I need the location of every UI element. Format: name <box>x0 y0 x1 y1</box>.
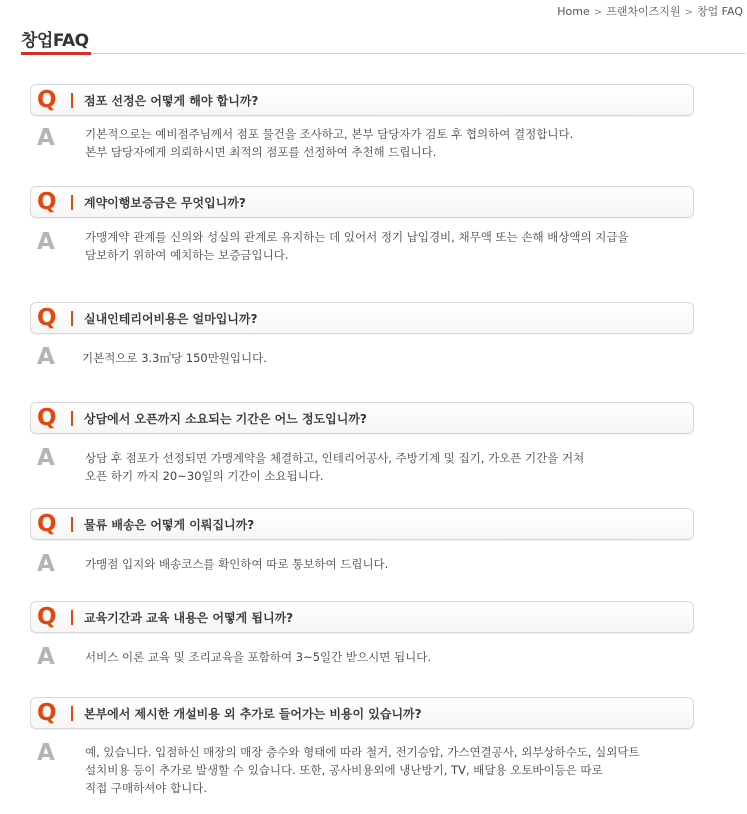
answer-text <box>85 648 705 666</box>
breadcrumb-current: 창업 FAQ <box>696 5 743 18</box>
answer-text <box>85 555 705 573</box>
answer-line: 기본적으로 3.3㎡당 150만원입니다. <box>82 351 267 365</box>
answer-a-icon: A <box>37 445 55 471</box>
question-divider <box>71 706 73 721</box>
question-divider <box>71 517 73 532</box>
answer-line: 서비스 이론 교육 및 조리교육을 포함하여 3~5일간 받으시면 됩니다. <box>85 650 431 664</box>
question-q-icon: Q <box>37 405 57 431</box>
question-text: 계약이행보증금은 무엇입니까? <box>84 196 246 210</box>
question-q-icon: Q <box>37 87 57 113</box>
question-q-icon: Q <box>37 305 57 331</box>
breadcrumb <box>557 3 743 19</box>
question-box[interactable] <box>30 508 694 540</box>
answer-line: 담보하기 위하여 예치하는 보증금입니다. <box>85 248 289 262</box>
question-text: 물류 배송은 어떻게 이뤄집니까? <box>84 518 255 532</box>
answer-line: 기본적으로는 예비점주님께서 점포 물건을 조사하고, 본부 담당자가 검토 후 협의하여 결정합니다. <box>85 127 574 141</box>
question-divider <box>71 93 73 108</box>
answer-a-icon: A <box>37 344 55 370</box>
question-box[interactable] <box>30 601 694 633</box>
question-divider <box>71 311 73 326</box>
page-title: 창업FAQ <box>21 31 89 51</box>
title-accent-bar <box>21 52 91 55</box>
answer-line: 가맹점 입지와 배송코스를 확인하여 따로 통보하여 드립니다. <box>85 557 389 571</box>
question-text: 교육기간과 교육 내용은 어떻게 됩니까? <box>84 611 294 625</box>
answer-text <box>85 449 705 485</box>
question-q-icon: Q <box>37 511 57 537</box>
question-box[interactable] <box>30 302 694 334</box>
answer-text <box>85 743 705 797</box>
question-divider <box>71 195 73 210</box>
answer-a-icon: A <box>37 551 55 577</box>
question-text: 실내인테리어비용은 얼마입니까? <box>84 312 258 326</box>
breadcrumb-separator-icon: > <box>593 7 603 18</box>
question-box[interactable] <box>30 84 694 116</box>
breadcrumb-franchise-link[interactable]: 프랜차이즈지원 <box>606 5 681 18</box>
answer-line: 본부 담당자에게 의뢰하시면 최적의 점포를 선정하여 추천해 드립니다. <box>85 145 437 159</box>
breadcrumb-separator-icon: > <box>684 7 693 18</box>
answer-line: 설치비용 등이 추가로 발생할 수 있습니다. 또한, 공사비용외에 냉난방기, TV, 배달용 오토바이등은 따로 <box>85 763 603 777</box>
question-divider <box>71 411 73 426</box>
answer-line: 직접 구매하셔야 합니다. <box>85 781 208 795</box>
answer-a-icon: A <box>37 740 55 766</box>
answer-line: 가맹계약 관계를 신의와 성실의 관계로 유지하는 데 있어서 정기 납입경비, 채무액 또는 손해 배상액의 지급을 <box>85 230 629 244</box>
answer-line: 예, 있습니다. 입점하신 매장의 매장 층수와 형태에 따라 철거, 전기승압, 가스연결공사, 외부상하수도, 실외닥트 <box>85 745 640 759</box>
question-text: 점포 선정은 어떻게 해야 합니까? <box>84 94 259 108</box>
answer-text <box>85 228 705 264</box>
breadcrumb-home-link[interactable]: Home <box>557 5 590 18</box>
question-box[interactable] <box>30 697 694 729</box>
question-box[interactable] <box>30 186 694 218</box>
answer-a-icon: A <box>37 229 55 255</box>
answer-line: 오픈 하기 까지 20~30일의 기간이 소요됩니다. <box>85 469 324 483</box>
answer-text <box>85 125 705 161</box>
question-q-icon: Q <box>37 604 57 630</box>
title-divider <box>21 53 745 54</box>
question-q-icon: Q <box>37 189 57 215</box>
answer-text <box>82 349 702 367</box>
answer-a-icon: A <box>37 125 55 151</box>
question-text: 상담에서 오픈까지 소요되는 기간은 어느 정도입니까? <box>84 412 367 426</box>
answer-line: 상담 후 점포가 선정되면 가맹계약을 체결하고, 인테리어공사, 주방기계 및 집기, 가오픈 기간을 거쳐 <box>85 451 585 465</box>
question-divider <box>71 610 73 625</box>
question-q-icon: Q <box>37 700 57 726</box>
question-box[interactable] <box>30 402 694 434</box>
question-text: 본부에서 제시한 개설비용 외 추가로 들어가는 비용이 있습니까? <box>84 707 422 721</box>
answer-a-icon: A <box>37 644 55 670</box>
